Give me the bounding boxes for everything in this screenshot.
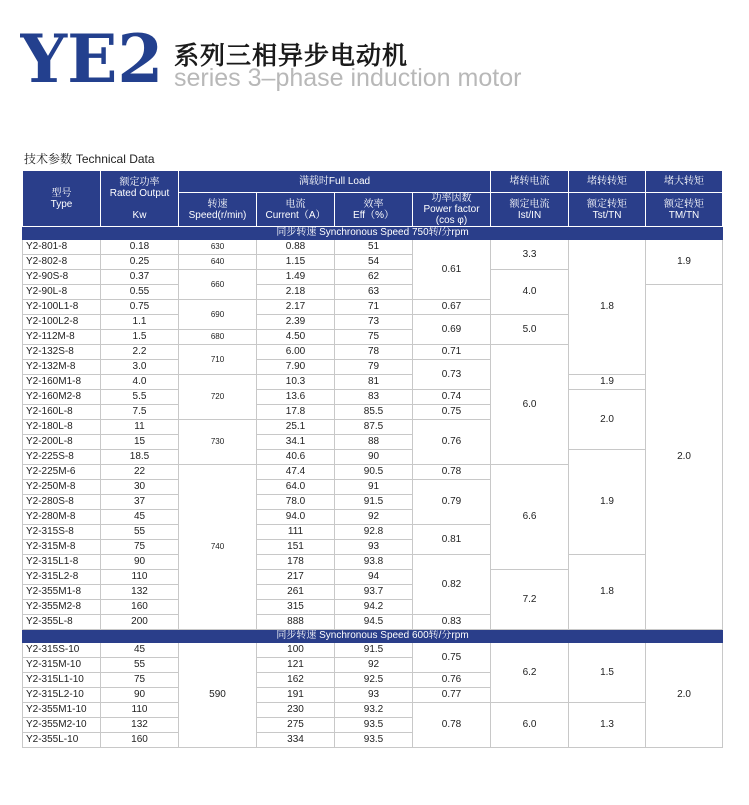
cell-kw: 0.18 <box>101 240 179 255</box>
synchronous-speed-band: 同步转速 Synchronous Speed 750转/分rpm <box>23 227 723 240</box>
cell-eff: 93 <box>335 688 413 703</box>
cell-power-factor: 0.61 <box>413 240 491 300</box>
cell-current: 334 <box>257 733 335 748</box>
cell-power-factor: 0.76 <box>413 673 491 688</box>
cell-tst-tn: 2.0 <box>569 390 646 450</box>
cell-type: Y2-355L-10 <box>23 733 101 748</box>
cell-type: Y2-801-8 <box>23 240 101 255</box>
cell-type: Y2-132S-8 <box>23 345 101 360</box>
technical-data-table <box>22 170 722 755</box>
cell-current: 178 <box>257 555 335 570</box>
cell-current: 315 <box>257 600 335 615</box>
cell-kw: 75 <box>101 673 179 688</box>
header-eff: 效率 Eff（%） <box>335 193 413 227</box>
cell-type: Y2-315L2-8 <box>23 570 101 585</box>
cell-kw: 3.0 <box>101 360 179 375</box>
cell-eff: 92.8 <box>335 525 413 540</box>
cell-kw: 110 <box>101 703 179 718</box>
cell-type: Y2-315L1-10 <box>23 673 101 688</box>
cell-kw: 90 <box>101 688 179 703</box>
cell-type: Y2-355M2-8 <box>23 600 101 615</box>
cell-eff: 75 <box>335 330 413 345</box>
cell-eff: 93.8 <box>335 555 413 570</box>
table-row <box>23 703 723 718</box>
cell-eff: 91 <box>335 480 413 495</box>
cell-current: 47.4 <box>257 465 335 480</box>
cell-power-factor: 0.82 <box>413 555 491 615</box>
cell-eff: 51 <box>335 240 413 255</box>
cell-current: 261 <box>257 585 335 600</box>
cell-power-factor: 0.69 <box>413 315 491 345</box>
cell-current: 1.49 <box>257 270 335 285</box>
table-row <box>23 390 723 405</box>
speed-band-row <box>23 227 723 240</box>
cell-speed: 690 <box>179 300 257 330</box>
cell-type: Y2-355M1-10 <box>23 703 101 718</box>
cell-power-factor: 0.78 <box>413 465 491 480</box>
cell-type: Y2-112M-8 <box>23 330 101 345</box>
cell-type: Y2-225M-6 <box>23 465 101 480</box>
cell-speed: 730 <box>179 420 257 465</box>
cell-ist-in: 6.2 <box>491 643 569 703</box>
cell-type: Y2-315S-8 <box>23 525 101 540</box>
cell-eff: 90 <box>335 450 413 465</box>
cell-kw: 11 <box>101 420 179 435</box>
cell-current: 78.0 <box>257 495 335 510</box>
cell-current: 111 <box>257 525 335 540</box>
cell-kw: 110 <box>101 570 179 585</box>
cell-current: 191 <box>257 688 335 703</box>
cell-tm-tn: 2.0 <box>646 285 723 630</box>
cell-speed: 720 <box>179 375 257 420</box>
cell-type: Y2-132M-8 <box>23 360 101 375</box>
cell-tst-tn: 1.8 <box>569 240 646 375</box>
header-full-load: 满载时Full Load <box>179 171 491 193</box>
cell-current: 151 <box>257 540 335 555</box>
header-stall-torque: 堵转转矩 <box>569 171 646 193</box>
cell-eff: 62 <box>335 270 413 285</box>
cell-type: Y2-90L-8 <box>23 285 101 300</box>
cell-power-factor: 0.76 <box>413 420 491 465</box>
cell-kw: 22 <box>101 465 179 480</box>
header-rated-output: 额定功率 Rated Output Kw <box>101 171 179 227</box>
cell-kw: 160 <box>101 733 179 748</box>
cell-speed: 630 <box>179 240 257 255</box>
section-title-en: Technical Data <box>75 152 155 166</box>
cell-kw: 55 <box>101 525 179 540</box>
cell-power-factor: 0.74 <box>413 390 491 405</box>
cell-type: Y2-802-8 <box>23 255 101 270</box>
cell-speed: 660 <box>179 270 257 300</box>
cell-type: Y2-180L-8 <box>23 420 101 435</box>
ye2-logo <box>20 22 168 92</box>
cell-power-factor: 0.75 <box>413 643 491 673</box>
cell-power-factor: 0.81 <box>413 525 491 555</box>
cell-ist-in: 6.0 <box>491 703 569 748</box>
cell-type: Y2-200L-8 <box>23 435 101 450</box>
cell-speed: 680 <box>179 330 257 345</box>
cell-power-factor: 0.77 <box>413 688 491 703</box>
cell-type: Y2-315L1-8 <box>23 555 101 570</box>
section-title <box>24 150 155 167</box>
cell-type: Y2-160L-8 <box>23 405 101 420</box>
header-power-factor: 功率因数 Power factor (cos φ) <box>413 193 491 227</box>
cell-eff: 78 <box>335 345 413 360</box>
cell-kw: 18.5 <box>101 450 179 465</box>
cell-current: 10.3 <box>257 375 335 390</box>
cell-kw: 0.37 <box>101 270 179 285</box>
cell-eff: 79 <box>335 360 413 375</box>
cell-tm-tn: 2.0 <box>646 643 723 748</box>
cell-type: Y2-315M-10 <box>23 658 101 673</box>
synchronous-speed-band: 同步转速 Synchronous Speed 600转/分rpm <box>23 630 723 643</box>
cell-kw: 160 <box>101 600 179 615</box>
cell-type: Y2-160M2-8 <box>23 390 101 405</box>
cell-current: 275 <box>257 718 335 733</box>
cell-power-factor: 0.83 <box>413 615 491 630</box>
logo-text: YE2 <box>20 22 164 92</box>
cell-current: 217 <box>257 570 335 585</box>
header-stall-current: 堵转电流 <box>491 171 569 193</box>
cell-current: 34.1 <box>257 435 335 450</box>
cell-tst-tn: 1.8 <box>569 555 646 630</box>
header-max-torque: 堵大转矩 <box>646 171 723 193</box>
cell-current: 7.90 <box>257 360 335 375</box>
cell-type: Y2-250M-8 <box>23 480 101 495</box>
table-row <box>23 450 723 465</box>
cell-tst-tn: 1.9 <box>569 450 646 555</box>
cell-ist-in: 6.6 <box>491 465 569 570</box>
cell-type: Y2-225S-8 <box>23 450 101 465</box>
cell-type: Y2-355L-8 <box>23 615 101 630</box>
cell-eff: 94.2 <box>335 600 413 615</box>
cell-current: 121 <box>257 658 335 673</box>
cell-current: 2.39 <box>257 315 335 330</box>
cell-type: Y2-315L2-10 <box>23 688 101 703</box>
table-row <box>23 375 723 390</box>
cell-tm-tn: 1.9 <box>646 240 723 285</box>
cell-kw: 4.0 <box>101 375 179 390</box>
cell-type: Y2-280M-8 <box>23 510 101 525</box>
cell-power-factor: 0.79 <box>413 480 491 525</box>
cell-eff: 71 <box>335 300 413 315</box>
cell-kw: 7.5 <box>101 405 179 420</box>
cell-eff: 92 <box>335 658 413 673</box>
cell-tst-tn: 1.9 <box>569 375 646 390</box>
header-speed: 转速 Speed(r/min) <box>179 193 257 227</box>
header-ist-in: 额定电流 Ist/IN <box>491 193 569 227</box>
table-row <box>23 643 723 658</box>
cell-eff: 93.2 <box>335 703 413 718</box>
cell-tst-tn: 1.5 <box>569 643 646 703</box>
cell-current: 162 <box>257 673 335 688</box>
cell-current: 17.8 <box>257 405 335 420</box>
section-title-cn: 技术参数 <box>24 152 73 166</box>
cell-current: 230 <box>257 703 335 718</box>
cell-eff: 93.7 <box>335 585 413 600</box>
cell-kw: 132 <box>101 718 179 733</box>
cell-kw: 15 <box>101 435 179 450</box>
header-tm-tn: 额定转矩 TM/TN <box>646 193 723 227</box>
cell-eff: 94 <box>335 570 413 585</box>
cell-type: Y2-315M-8 <box>23 540 101 555</box>
cell-current: 2.17 <box>257 300 335 315</box>
cell-kw: 132 <box>101 585 179 600</box>
cell-current: 40.6 <box>257 450 335 465</box>
cell-eff: 93.5 <box>335 718 413 733</box>
header-tst-tn: 额定转矩 Tst/TN <box>569 193 646 227</box>
cell-current: 888 <box>257 615 335 630</box>
cell-kw: 0.75 <box>101 300 179 315</box>
cell-eff: 93 <box>335 540 413 555</box>
cell-kw: 30 <box>101 480 179 495</box>
cell-kw: 0.25 <box>101 255 179 270</box>
cell-kw: 45 <box>101 510 179 525</box>
cell-eff: 54 <box>335 255 413 270</box>
speed-band-row <box>23 630 723 643</box>
cell-power-factor: 0.71 <box>413 345 491 360</box>
cell-current: 6.00 <box>257 345 335 360</box>
cell-type: Y2-100L1-8 <box>23 300 101 315</box>
cell-speed: 740 <box>179 465 257 630</box>
cell-current: 2.18 <box>257 285 335 300</box>
cell-eff: 92.5 <box>335 673 413 688</box>
cell-kw: 45 <box>101 643 179 658</box>
cell-current: 94.0 <box>257 510 335 525</box>
cell-ist-in: 3.3 <box>491 240 569 270</box>
cell-current: 100 <box>257 643 335 658</box>
cell-tst-tn: 1.3 <box>569 703 646 748</box>
title-chinese: 系列三相异步电动机 <box>174 41 409 70</box>
cell-eff: 93.5 <box>335 733 413 748</box>
cell-power-factor: 0.78 <box>413 703 491 748</box>
cell-eff: 91.5 <box>335 643 413 658</box>
cell-ist-in: 7.2 <box>491 570 569 630</box>
cell-power-factor: 0.73 <box>413 360 491 390</box>
title-english: series 3–phase induction motor <box>174 64 522 92</box>
cell-eff: 87.5 <box>335 420 413 435</box>
cell-type: Y2-355M1-8 <box>23 585 101 600</box>
cell-power-factor: 0.67 <box>413 300 491 315</box>
cell-kw: 2.2 <box>101 345 179 360</box>
cell-type: Y2-90S-8 <box>23 270 101 285</box>
cell-eff: 92 <box>335 510 413 525</box>
cell-type: Y2-315S-10 <box>23 643 101 658</box>
cell-kw: 1.1 <box>101 315 179 330</box>
cell-type: Y2-355M2-10 <box>23 718 101 733</box>
cell-kw: 200 <box>101 615 179 630</box>
cell-kw: 5.5 <box>101 390 179 405</box>
table-row <box>23 555 723 570</box>
cell-eff: 63 <box>335 285 413 300</box>
cell-current: 25.1 <box>257 420 335 435</box>
cell-eff: 91.5 <box>335 495 413 510</box>
header-type: 型号 Type <box>23 171 101 227</box>
cell-kw: 55 <box>101 658 179 673</box>
cell-ist-in: 6.0 <box>491 345 569 465</box>
cell-speed: 640 <box>179 255 257 270</box>
table-row <box>23 240 723 255</box>
cell-current: 0.88 <box>257 240 335 255</box>
cell-eff: 83 <box>335 390 413 405</box>
cell-kw: 0.55 <box>101 285 179 300</box>
header-current: 电流 Current（A） <box>257 193 335 227</box>
cell-eff: 73 <box>335 315 413 330</box>
cell-kw: 1.5 <box>101 330 179 345</box>
cell-kw: 75 <box>101 540 179 555</box>
cell-ist-in: 5.0 <box>491 315 569 345</box>
cell-eff: 88 <box>335 435 413 450</box>
cell-eff: 90.5 <box>335 465 413 480</box>
cell-speed: 710 <box>179 345 257 375</box>
cell-eff: 85.5 <box>335 405 413 420</box>
cell-eff: 94.5 <box>335 615 413 630</box>
cell-current: 4.50 <box>257 330 335 345</box>
cell-type: Y2-280S-8 <box>23 495 101 510</box>
cell-speed: 590 <box>179 643 257 748</box>
cell-eff: 81 <box>335 375 413 390</box>
cell-kw: 37 <box>101 495 179 510</box>
cell-current: 13.6 <box>257 390 335 405</box>
cell-type: Y2-160M1-8 <box>23 375 101 390</box>
cell-current: 64.0 <box>257 480 335 495</box>
cell-current: 1.15 <box>257 255 335 270</box>
cell-power-factor: 0.75 <box>413 405 491 420</box>
cell-kw: 90 <box>101 555 179 570</box>
cell-ist-in: 4.0 <box>491 270 569 315</box>
cell-type: Y2-100L2-8 <box>23 315 101 330</box>
